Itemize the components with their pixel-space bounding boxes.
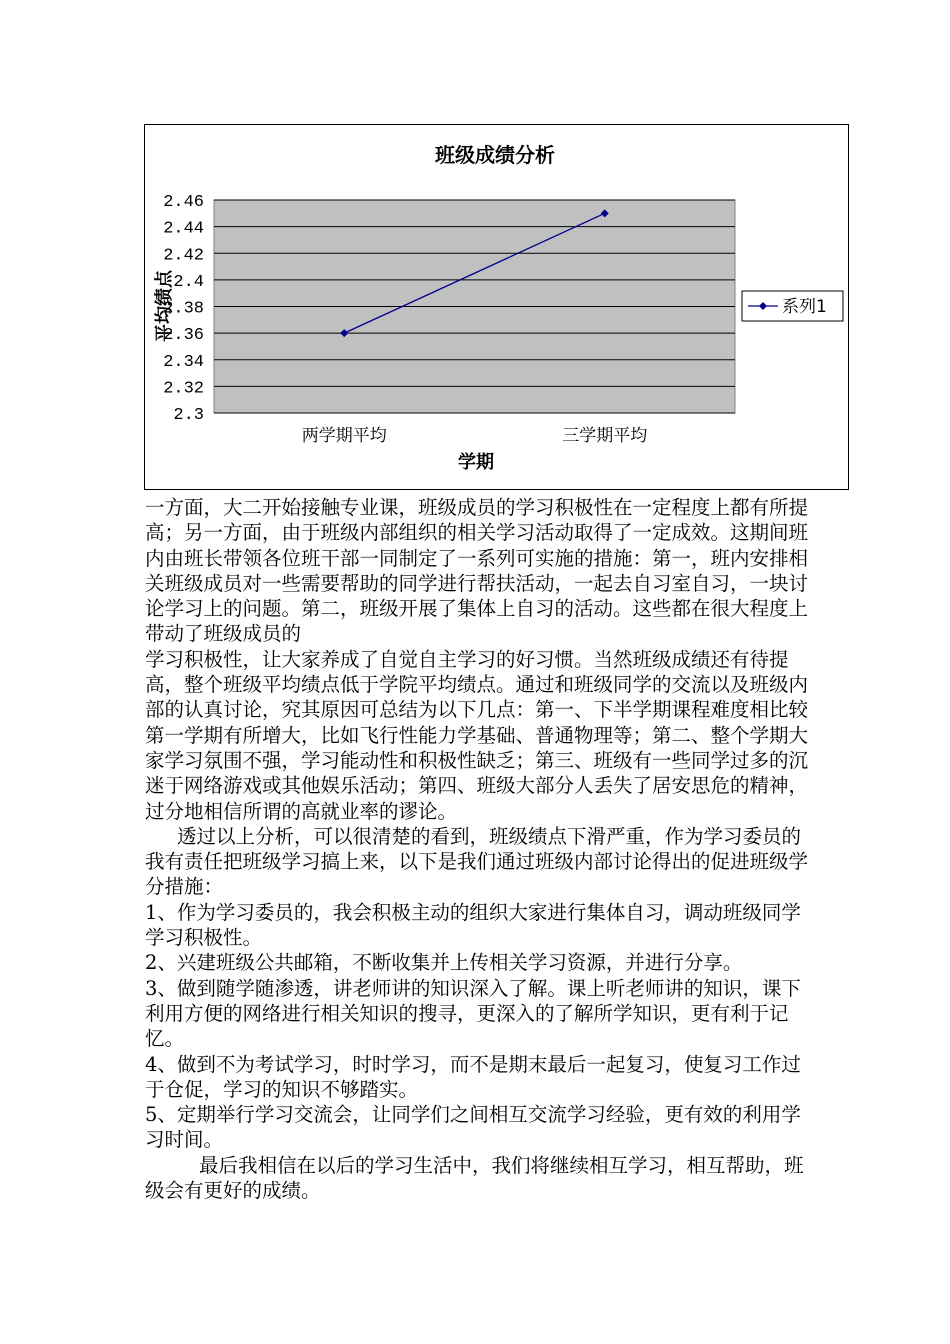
- measure-item-2: 2、兴建班级公共邮箱，不断收集并上传相关学习资源，并进行分享。: [145, 951, 743, 975]
- paragraph-2: 学习积极性，让大家养成了自觉自主学习的好习惯。当然班级成绩还有待提高，整个班级平均绩点低于学院平均绩点。通过和班级同学的交流以及班级内部的认真讨论，究其原因可总结为以下几点：第一、下半学期课程难度相比较第一学期有所增大，比如飞行性能力学基础、普通物理等；第二、整个学期大家学习氛围不强，学习能动性和积极性缺乏；第三、班级有一些同学过多的沉迷于网络游戏或其他娱乐活动；第四、班级大部分人丢失了居安思危的精神，过分地相信所谓的高就业率的谬论。: [145, 647, 809, 823]
- y-tick-label: 2.44: [163, 219, 204, 239]
- y-tick-label: 2.36: [163, 326, 204, 346]
- measure-item-1: 1、作为学习委员的，我会积极主动的组织大家进行集体自习，调动班级同学学习积极性。: [145, 900, 801, 950]
- paragraph-3: 透过以上分析，可以很清楚的看到，班级绩点下滑严重，作为学习委员的我有责任把班级学习搞上来，以下是我们通过班级内部讨论得出的促进班级学分措施：: [145, 824, 809, 899]
- paragraph-1: 一方面，大二开始接触专业课，班级成员的学习积极性在一定程度上都有所提高；另一方面，由于班级内部组织的相关学习活动取得了一定成效。这期间班内由班长带领各位班干部一同制定了一系列可实施的措施：第一，班内安排相关班级成员对一些需要帮助的同学进行帮扶活动，一起去自习室自习，一块讨论学习上的问题。第二，班级开展了集体上自习的活动。这些都在很大程度上带动了班级成员的: [145, 496, 809, 646]
- y-tick-label: 2.46: [163, 193, 204, 212]
- chart-title: 班级成绩分析: [435, 143, 555, 167]
- y-axis-title: 平均绩点: [154, 270, 175, 342]
- y-tick-label: 2.4: [173, 272, 204, 292]
- chart-frame: [144, 124, 849, 490]
- measure-item-3: 3、做到随学随渗透，讲老师讲的知识深入了解。课上听老师讲的知识，课下利用方便的网络进行相关知识的搜寻，更深入的了解所学知识，更有利于记忆。: [145, 976, 801, 1051]
- body-text: [145, 495, 815, 1203]
- y-tick-label: 2.38: [163, 299, 204, 319]
- closing-paragraph: 最后我相信在以后的学习生活中，我们将继续相互学习，相互帮助，班级会有更好的成绩。: [145, 1153, 804, 1203]
- y-tick-label: 2.32: [163, 379, 204, 399]
- y-tick-label: 2.34: [163, 352, 204, 372]
- y-tick-label: 2.3: [173, 406, 204, 425]
- x-tick-label: 三学期平均: [562, 426, 648, 446]
- x-axis-title: 学期: [458, 452, 494, 473]
- line-chart: [145, 125, 850, 491]
- measure-item-5: 5、定期举行学习交流会，让同学们之间相互交流学习经验，更有效的利用学习时间。: [145, 1103, 801, 1152]
- y-tick-label: 2.42: [163, 246, 204, 266]
- x-tick-label: 两学期平均: [301, 426, 387, 446]
- legend-label: 系列1: [782, 297, 827, 317]
- measure-item-4: 4、做到不为考试学习，时时学习，而不是期末最后一起复习，使复习工作过于仓促，学习的知识不够踏实。: [145, 1052, 801, 1101]
